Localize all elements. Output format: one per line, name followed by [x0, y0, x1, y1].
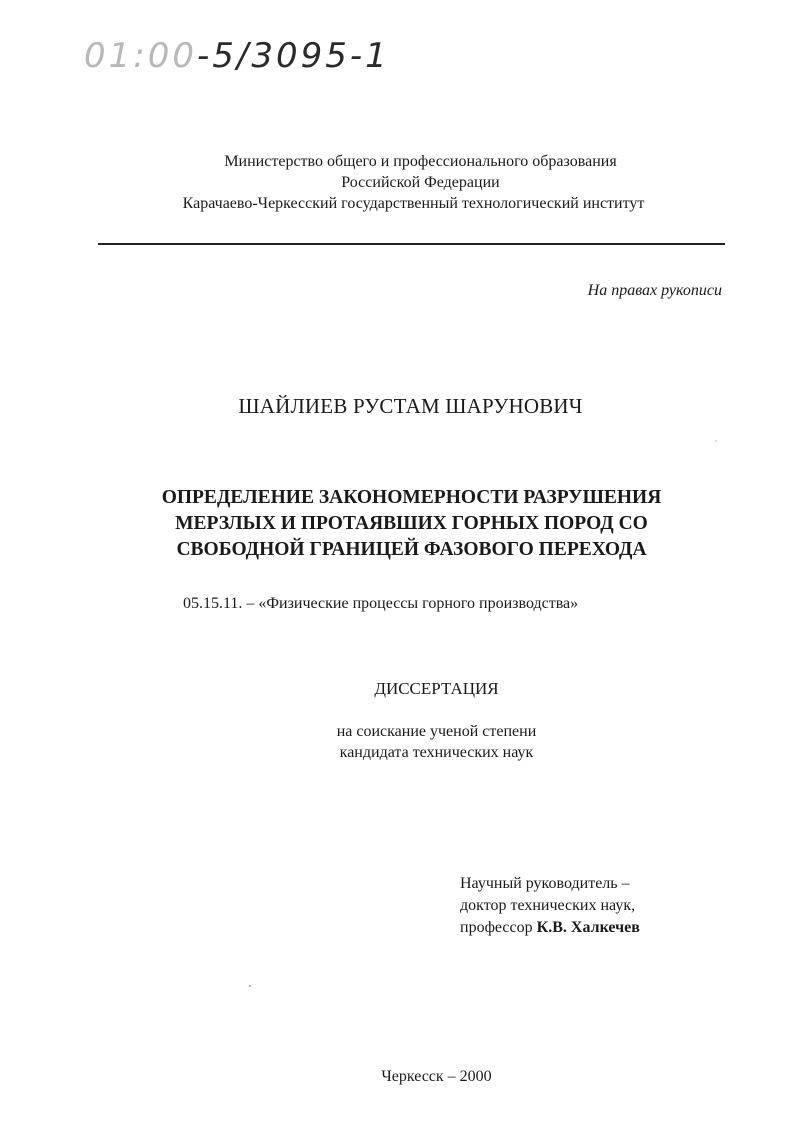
supervisor-degree: доктор технических наук, [460, 897, 636, 914]
document-type: ДИССЕРТАЦИЯ [374, 679, 499, 698]
ministry-line: Министерство общего и профессионального образования [224, 153, 617, 170]
dissertation-title [0, 485, 793, 563]
supervisor-title-line [460, 917, 640, 939]
city-year: Черкесск – 2000 [381, 1068, 492, 1085]
scan-speck [249, 985, 251, 987]
supervisor-role: Научный руководитель – [460, 875, 630, 892]
supervisor-name: К.В. Халкечев [536, 919, 640, 936]
supervisor-block [460, 873, 640, 939]
stamp-number: -5/3095-1 [196, 36, 390, 76]
institution-header [0, 151, 793, 214]
degree-statement [0, 721, 793, 763]
rights-note: На правах рукописи [587, 282, 722, 299]
archive-stamp [84, 36, 390, 76]
title-line-2: МЕРЗЛЫХ И ПРОТАЯВШИХ ГОРНЫХ ПОРОД СО [175, 513, 648, 534]
header-divider [98, 243, 725, 245]
supervisor-rank: профессор [460, 919, 537, 936]
scan-speck [715, 440, 717, 442]
country-line: Российской Федерации [341, 174, 500, 191]
stamp-prefix: 01:00 [84, 36, 197, 76]
degree-line-2: кандидата технических наук [339, 744, 534, 761]
specialty-code: 05.15.11. – «Физические процессы горного производства» [183, 595, 579, 612]
author-name: ШАЙЛИЕВ РУСТАМ ШАРУНОВИЧ [238, 394, 583, 418]
degree-line-1: на соискание ученой степени [336, 723, 537, 740]
title-line-1: ОПРЕДЕЛЕНИЕ ЗАКОНОМЕРНОСТИ РАЗРУШЕНИЯ [161, 487, 662, 508]
institute-line: Карачаево-Черкесский государственный технологический институт [182, 195, 645, 212]
title-line-3: СВОБОДНОЙ ГРАНИЦЕЙ ФАЗОВОГО ПЕРЕХОДА [176, 539, 647, 560]
